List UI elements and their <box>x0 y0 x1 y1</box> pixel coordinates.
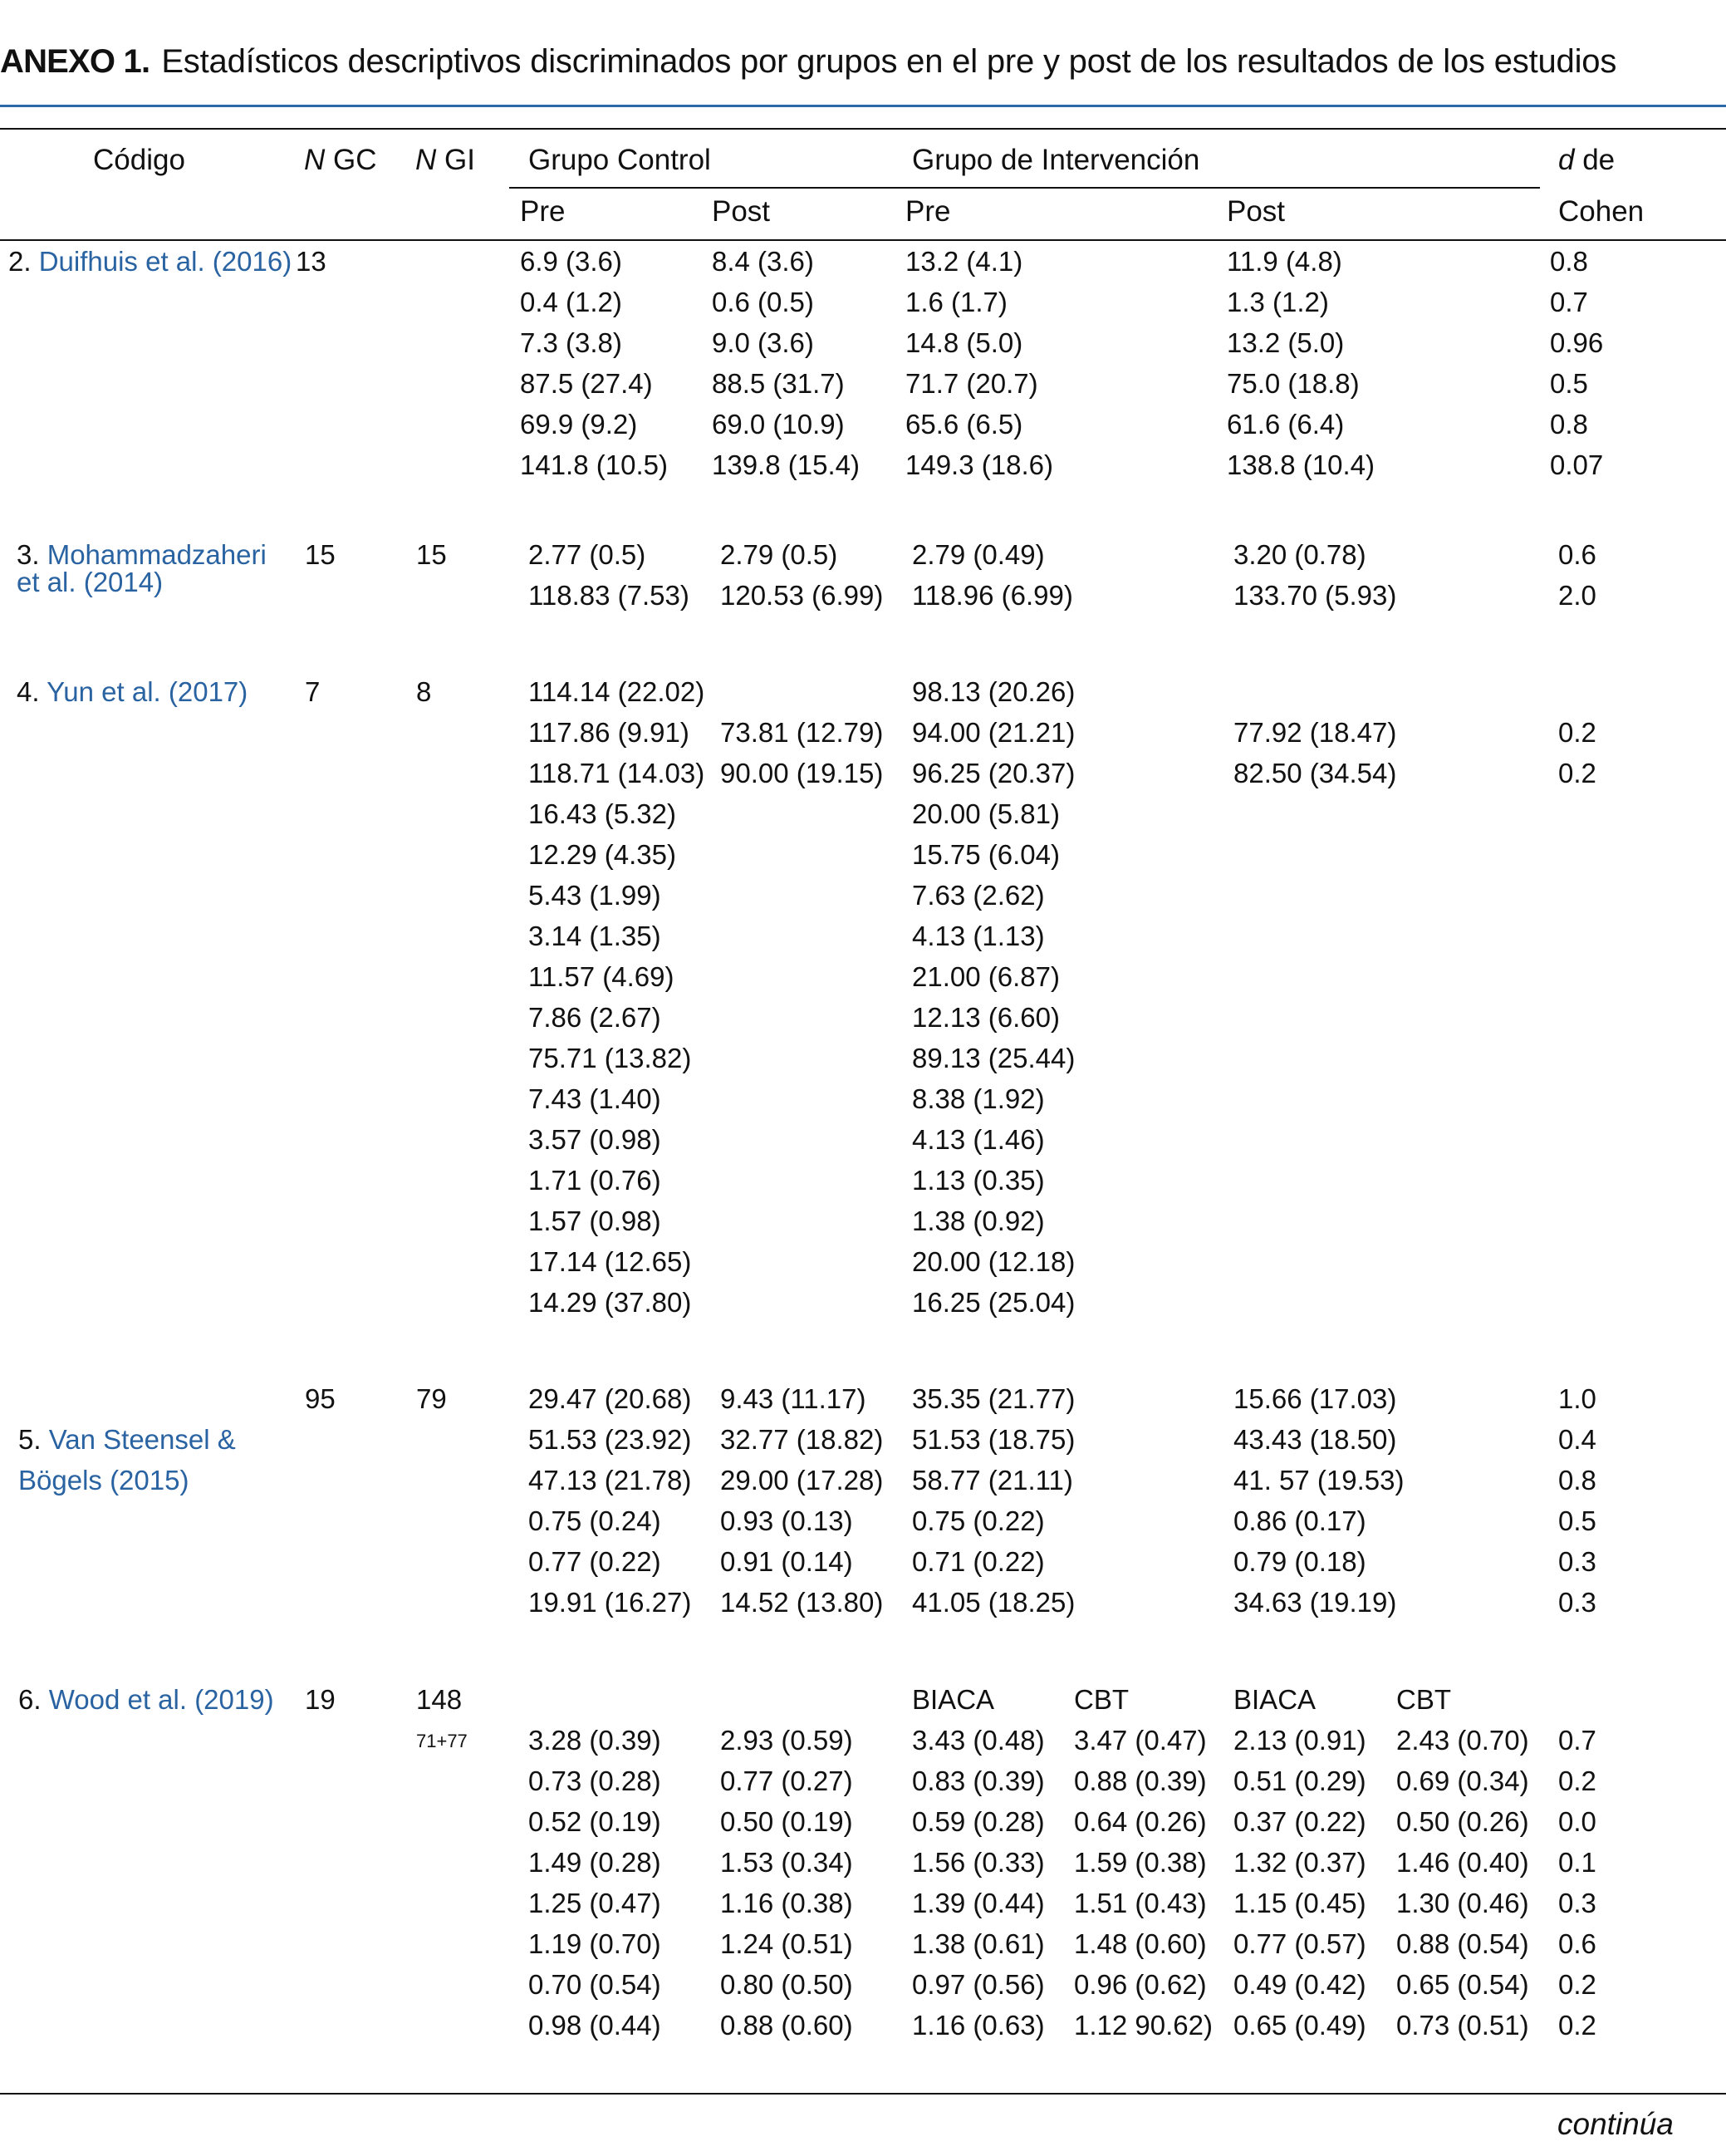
study-3-gc-pre-cell: 2.77 (0.5) <box>528 539 646 570</box>
study-3-code-line2[interactable]: et al. (2014) <box>17 567 164 597</box>
study-5-gi-pre-cell: 58.77 (21.11) <box>912 1465 1073 1495</box>
study-6-sub-gi-pre-biaca: BIACA <box>912 1684 995 1715</box>
header-n-gc: N GC <box>304 144 377 176</box>
study-4-gi-pre-cell: 1.38 (0.92) <box>912 1206 1045 1236</box>
study-6-citation-link[interactable]: Wood et al. (2019) <box>48 1684 274 1715</box>
study-4-gc-pre-cell: 7.86 (2.67) <box>528 1002 661 1033</box>
table-bottom-rule <box>0 2093 1726 2095</box>
study-6-gi-pre-cbt-cell: 1.51 (0.43) <box>1074 1888 1207 1918</box>
study-5-d-cell: 0.5 <box>1558 1505 1596 1536</box>
study-6-gi-post-biaca-cell: 0.77 (0.57) <box>1233 1928 1366 1959</box>
study-2-gi-post-cell: 138.8 (10.4) <box>1227 449 1375 480</box>
study-6-gi-post-biaca-cell: 2.13 (0.91) <box>1233 1725 1366 1756</box>
header-codigo: Código <box>93 144 185 176</box>
study-6-gi-pre-cbt-cell: 3.47 (0.47) <box>1074 1725 1207 1756</box>
study-6-gi-pre-cbt-cell: 0.88 (0.39) <box>1074 1766 1207 1796</box>
header-grupo-intervencion: Grupo de Intervención <box>912 144 1200 176</box>
study-4-gi-post-cell: 77.92 (18.47) <box>1233 717 1397 748</box>
study-6-d-cell: 0.6 <box>1558 1928 1596 1959</box>
study-2-gc-post-cell: 0.6 (0.5) <box>712 287 814 317</box>
study-6-gc-post-cell: 0.50 (0.19) <box>720 1806 853 1837</box>
header-bottom-rule <box>0 239 1726 241</box>
header-gc-post: Post <box>712 195 771 228</box>
study-5-gi-post-cell: 41. 57 (19.53) <box>1233 1465 1405 1495</box>
study-4-gi-pre-cell: 12.13 (6.60) <box>912 1002 1060 1033</box>
study-6-gc-post-cell: 1.24 (0.51) <box>720 1928 853 1959</box>
study-6-n-gc: 19 <box>305 1684 336 1715</box>
study-4-gi-pre-cell: 4.13 (1.46) <box>912 1124 1045 1155</box>
study-6-gi-post-cbt-cell: 1.46 (0.40) <box>1396 1847 1529 1878</box>
study-2-gc-pre-cell: 0.4 (1.2) <box>520 287 622 317</box>
study-6-gc-pre-cell: 1.49 (0.28) <box>528 1847 661 1878</box>
study-3-citation-link[interactable]: Mohammadzaheri <box>47 539 267 570</box>
study-4-gc-pre-cell: 11.57 (4.69) <box>528 961 674 992</box>
study-4-gc-pre-cell: 1.71 (0.76) <box>528 1165 661 1196</box>
study-6-gc-pre-cell: 0.52 (0.19) <box>528 1806 661 1837</box>
study-2-gc-pre-cell: 141.8 (10.5) <box>520 449 668 480</box>
study-5-gc-post-cell: 14.52 (13.80) <box>720 1587 884 1618</box>
study-6-gi-pre-cbt-cell: 1.12 90.62) <box>1074 2010 1213 2041</box>
study-6-d-cell: 0.2 <box>1558 1766 1596 1796</box>
study-4-gc-pre-cell: 117.86 (9.91) <box>528 717 689 748</box>
study-4-gc-pre-cell: 7.43 (1.40) <box>528 1083 661 1114</box>
group-header-rule <box>509 187 1540 189</box>
study-2-d-cell: 0.8 <box>1550 409 1588 440</box>
study-6-gi-post-biaca-cell: 1.32 (0.37) <box>1233 1847 1366 1878</box>
study-2-gi-post-cell: 61.6 (6.4) <box>1227 409 1345 440</box>
study-6-gc-post-cell: 0.80 (0.50) <box>720 1969 853 2000</box>
study-2-gc-post-cell: 8.4 (3.6) <box>712 246 814 277</box>
study-5-d-cell: 0.3 <box>1558 1546 1596 1577</box>
study-6-code: 6. Wood et al. (2019) <box>18 1684 274 1715</box>
table-caption: Estadísticos descriptivos discriminados por grupos en el pre y post de los resultados de los estudios <box>161 43 1617 80</box>
study-4-gi-pre-cell: 7.63 (2.62) <box>912 880 1045 911</box>
study-2-gi-pre-cell: 65.6 (6.5) <box>905 409 1023 440</box>
continua-label: continúa <box>1557 2107 1674 2141</box>
study-6-d-cell: 0.1 <box>1558 1847 1596 1878</box>
study-6-d-cell: 0.0 <box>1558 1806 1596 1837</box>
study-6-n-gi: 148 <box>416 1684 463 1715</box>
study-6-gi-post-cbt-cell: 0.73 (0.51) <box>1396 2010 1529 2041</box>
header-n-gi: N GI <box>415 144 475 176</box>
study-6-gc-post-cell: 1.16 (0.38) <box>720 1888 853 1918</box>
study-4-gi-pre-cell: 96.25 (20.37) <box>912 758 1076 788</box>
study-6-gi-pre-biaca-cell: 0.97 (0.56) <box>912 1969 1045 2000</box>
study-4-gc-pre-cell: 12.29 (4.35) <box>528 839 676 870</box>
study-4-code: 4. Yun et al. (2017) <box>17 676 248 707</box>
study-6-gc-pre-cell: 3.28 (0.39) <box>528 1725 661 1756</box>
study-5-gc-post-cell: 32.77 (18.82) <box>720 1424 884 1455</box>
study-5-gc-pre-cell: 29.47 (20.68) <box>528 1383 692 1414</box>
study-4-gc-pre-cell: 3.57 (0.98) <box>528 1124 661 1155</box>
study-6-gc-post-cell: 2.93 (0.59) <box>720 1725 853 1756</box>
study-2-gi-pre-cell: 1.6 (1.7) <box>905 287 1008 317</box>
study-5-gc-pre-cell: 19.91 (16.27) <box>528 1587 692 1618</box>
study-2-gc-post-cell: 139.8 (15.4) <box>712 449 860 480</box>
study-5-gi-post-cell: 43.43 (18.50) <box>1233 1424 1397 1455</box>
study-4-gi-pre-cell: 98.13 (20.26) <box>912 676 1076 707</box>
study-6-gi-post-cbt-cell: 0.50 (0.26) <box>1396 1806 1529 1837</box>
study-5-gi-post-cell: 34.63 (19.19) <box>1233 1587 1397 1618</box>
study-6-gc-pre-cell: 0.98 (0.44) <box>528 2010 661 2041</box>
study-2-d-cell: 0.5 <box>1550 368 1588 399</box>
header-d-cohen: d de <box>1558 144 1616 176</box>
study-3-d-cell: 0.6 <box>1558 539 1596 570</box>
study-6-gi-pre-biaca-cell: 0.59 (0.28) <box>912 1806 1045 1837</box>
study-5-gi-post-cell: 15.66 (17.03) <box>1233 1383 1397 1414</box>
study-6-gi-post-cbt-cell: 0.88 (0.54) <box>1396 1928 1529 1959</box>
study-6-gi-pre-biaca-cell: 3.43 (0.48) <box>912 1725 1045 1756</box>
study-5-code: 5. Van Steensel & <box>18 1424 236 1455</box>
study-4-gc-post-cell: 73.81 (12.79) <box>720 717 884 748</box>
study-2-gc-post-cell: 69.0 (10.9) <box>712 409 845 440</box>
study-5-code-line2[interactable]: Bögels (2015) <box>18 1465 189 1495</box>
study-2-citation-link[interactable]: Duifhuis et al. (2016) <box>38 246 292 277</box>
study-6-d-cell: 0.3 <box>1558 1888 1596 1918</box>
study-6-gi-post-cbt-cell: 2.43 (0.70) <box>1396 1725 1529 1756</box>
study-2-gi-pre-cell: 14.8 (5.0) <box>905 327 1023 358</box>
study-4-n-gi: 8 <box>416 676 432 707</box>
study-6-gi-pre-cbt-cell: 0.96 (0.62) <box>1074 1969 1207 2000</box>
table-label: ANEXO 1. <box>0 43 150 80</box>
study-5-d-cell: 0.4 <box>1558 1424 1596 1455</box>
study-4-d-cell: 0.2 <box>1558 758 1596 788</box>
study-6-gi-pre-biaca-cell: 1.16 (0.63) <box>912 2010 1045 2041</box>
study-4-gc-pre-cell: 1.57 (0.98) <box>528 1206 661 1236</box>
study-5-d-cell: 1.0 <box>1558 1383 1596 1414</box>
study-6-gi-pre-cbt-cell: 0.64 (0.26) <box>1074 1806 1207 1837</box>
study-2-d-cell: 0.07 <box>1550 449 1604 480</box>
study-6-gi-post-biaca-cell: 0.51 (0.29) <box>1233 1766 1366 1796</box>
study-4-gi-pre-cell: 89.13 (25.44) <box>912 1043 1076 1073</box>
study-5-gc-post-cell: 0.93 (0.13) <box>720 1505 853 1536</box>
study-5-gi-pre-cell: 41.05 (18.25) <box>912 1587 1076 1618</box>
study-4-gc-post-cell: 90.00 (19.15) <box>720 758 884 788</box>
study-6-gi-post-cbt-cell: 0.65 (0.54) <box>1396 1969 1529 2000</box>
study-6-d-cell: 0.7 <box>1558 1725 1596 1756</box>
study-4-gc-pre-cell: 118.71 (14.03) <box>528 758 705 788</box>
study-6-d-cell: 0.2 <box>1558 1969 1596 2000</box>
study-4-gc-pre-cell: 14.29 (37.80) <box>528 1287 692 1318</box>
study-2-gc-pre-cell: 7.3 (3.8) <box>520 327 622 358</box>
header-cohen: Cohen <box>1558 195 1645 228</box>
title-rule <box>0 105 1726 107</box>
study-6-sub-gi-pre-cbt: CBT <box>1074 1684 1129 1715</box>
header-gc-pre: Pre <box>520 195 566 228</box>
study-5-gc-pre-cell: 0.77 (0.22) <box>528 1546 661 1577</box>
study-2-gi-post-cell: 11.9 (4.8) <box>1227 246 1342 277</box>
study-6-sub-gi-post-biaca: BIACA <box>1233 1684 1317 1715</box>
study-5-gc-pre-cell: 0.75 (0.24) <box>528 1505 661 1536</box>
study-6-gc-post-cell: 1.53 (0.34) <box>720 1847 853 1878</box>
study-6-gc-pre-cell: 0.70 (0.54) <box>528 1969 661 2000</box>
study-2-gc-pre-cell: 69.9 (9.2) <box>520 409 638 440</box>
study-6-d-cell: 0.2 <box>1558 2010 1596 2041</box>
study-6-gc-pre-cell: 1.19 (0.70) <box>528 1928 661 1959</box>
study-4-gc-pre-cell: 3.14 (1.35) <box>528 921 661 951</box>
study-4-gi-pre-cell: 94.00 (21.21) <box>912 717 1076 748</box>
study-5-gc-pre-cell: 47.13 (21.78) <box>528 1465 692 1495</box>
study-4-gi-pre-cell: 8.38 (1.92) <box>912 1083 1045 1114</box>
study-5-gi-pre-cell: 0.71 (0.22) <box>912 1546 1045 1577</box>
study-5-gc-post-cell: 0.91 (0.14) <box>720 1546 853 1577</box>
study-4-gc-pre-cell: 5.43 (1.99) <box>528 880 661 911</box>
study-4-gc-pre-cell: 17.14 (12.65) <box>528 1246 692 1277</box>
study-5-gi-pre-cell: 35.35 (21.77) <box>912 1383 1076 1414</box>
study-2-gi-post-cell: 13.2 (5.0) <box>1227 327 1345 358</box>
header-gi-pre: Pre <box>905 195 951 228</box>
study-6-gc-pre-cell: 1.25 (0.47) <box>528 1888 661 1918</box>
study-4-gc-pre-cell: 75.71 (13.82) <box>528 1043 692 1073</box>
study-6-gi-post-biaca-cell: 0.37 (0.22) <box>1233 1806 1366 1837</box>
study-5-gi-post-cell: 0.86 (0.17) <box>1233 1505 1366 1536</box>
study-4-gi-pre-cell: 16.25 (25.04) <box>912 1287 1076 1318</box>
study-6-gi-post-cbt-cell: 0.69 (0.34) <box>1396 1766 1529 1796</box>
study-2-d-cell: 0.8 <box>1550 246 1588 277</box>
study-5-d-cell: 0.8 <box>1558 1465 1596 1495</box>
study-2-gi-pre-cell: 13.2 (4.1) <box>905 246 1023 277</box>
study-5-gc-post-cell: 29.00 (17.28) <box>720 1465 884 1495</box>
study-4-gi-pre-cell: 21.00 (6.87) <box>912 961 1060 992</box>
study-2-code: 2. Duifhuis et al. (2016) <box>8 246 292 277</box>
study-6-gi-pre-cbt-cell: 1.59 (0.38) <box>1074 1847 1207 1878</box>
study-4-gc-pre-cell: 16.43 (5.32) <box>528 798 676 829</box>
study-4-gi-pre-cell: 20.00 (12.18) <box>912 1246 1076 1277</box>
study-3-gc-post-cell: 120.53 (6.99) <box>720 580 884 611</box>
study-5-gc-post-cell: 9.43 (11.17) <box>720 1383 866 1414</box>
study-3-n-gc: 15 <box>305 539 336 570</box>
study-3-gi-post-cell: 133.70 (5.93) <box>1233 580 1397 611</box>
study-2-gc-pre-cell: 6.9 (3.6) <box>520 246 622 277</box>
study-5-gi-pre-cell: 0.75 (0.22) <box>912 1505 1045 1536</box>
study-2-d-cell: 0.7 <box>1550 287 1588 317</box>
study-3-gc-post-cell: 2.79 (0.5) <box>720 539 838 570</box>
study-6-gc-pre-cell: 0.73 (0.28) <box>528 1766 661 1796</box>
study-3-gi-pre-cell: 2.79 (0.49) <box>912 539 1045 570</box>
study-6-gi-pre-biaca-cell: 1.56 (0.33) <box>912 1847 1045 1878</box>
study-4-citation-link[interactable]: Yun et al. (2017) <box>47 676 248 707</box>
study-4-gi-pre-cell: 20.00 (5.81) <box>912 798 1060 829</box>
study-4-gi-pre-cell: 1.13 (0.35) <box>912 1165 1045 1196</box>
study-6-n-gi-split: 71+77 <box>416 1731 468 1751</box>
study-5-n-gc: 95 <box>305 1383 336 1414</box>
study-2-gi-pre-cell: 71.7 (20.7) <box>905 368 1038 399</box>
study-5-gc-pre-cell: 51.53 (23.92) <box>528 1424 692 1455</box>
study-2-gc-pre-cell: 87.5 (27.4) <box>520 368 653 399</box>
study-6-gi-post-biaca-cell: 1.15 (0.45) <box>1233 1888 1366 1918</box>
study-3-code: 3. Mohammadzaheri <box>17 539 267 570</box>
study-3-d-cell: 2.0 <box>1558 580 1596 611</box>
study-6-gi-pre-biaca-cell: 0.83 (0.39) <box>912 1766 1045 1796</box>
study-3-n-gi: 15 <box>416 539 447 570</box>
study-3-gi-post-cell: 3.20 (0.78) <box>1233 539 1366 570</box>
study-5-gi-pre-cell: 51.53 (18.75) <box>912 1424 1076 1455</box>
study-2-n-gc: 13 <box>296 246 326 277</box>
study-3-gi-pre-cell: 118.96 (6.99) <box>912 580 1073 611</box>
study-4-gi-post-cell: 82.50 (34.54) <box>1233 758 1397 788</box>
study-6-gi-post-biaca-cell: 0.65 (0.49) <box>1233 2010 1366 2041</box>
study-2-gi-post-cell: 1.3 (1.2) <box>1227 287 1329 317</box>
study-2-d-cell: 0.96 <box>1550 327 1604 358</box>
study-2-gc-post-cell: 9.0 (3.6) <box>712 327 814 358</box>
study-5-d-cell: 0.3 <box>1558 1587 1596 1618</box>
study-6-gi-post-cbt-cell: 1.30 (0.46) <box>1396 1888 1529 1918</box>
header-grupo-control: Grupo Control <box>528 144 711 176</box>
study-6-gc-post-cell: 0.77 (0.27) <box>720 1766 853 1796</box>
study-4-d-cell: 0.2 <box>1558 717 1596 748</box>
study-4-gi-pre-cell: 4.13 (1.13) <box>912 921 1045 951</box>
study-2-gi-post-cell: 75.0 (18.8) <box>1227 368 1360 399</box>
study-2-gi-pre-cell: 149.3 (18.6) <box>905 449 1053 480</box>
study-5-gi-post-cell: 0.79 (0.18) <box>1233 1546 1366 1577</box>
study-4-gc-pre-cell: 114.14 (22.02) <box>528 676 705 707</box>
study-6-gi-post-biaca-cell: 0.49 (0.42) <box>1233 1969 1366 2000</box>
study-6-gi-pre-biaca-cell: 1.39 (0.44) <box>912 1888 1045 1918</box>
study-6-gi-pre-biaca-cell: 1.38 (0.61) <box>912 1928 1045 1959</box>
study-3-gc-pre-cell: 118.83 (7.53) <box>528 580 689 611</box>
study-5-citation-link[interactable]: Van Steensel & <box>48 1424 236 1455</box>
header-gi-post: Post <box>1227 195 1286 228</box>
study-6-sub-gi-post-cbt: CBT <box>1396 1684 1451 1715</box>
study-2-gc-post-cell: 88.5 (31.7) <box>712 368 845 399</box>
table-title <box>0 43 1616 81</box>
study-6-gi-pre-cbt-cell: 1.48 (0.60) <box>1074 1928 1207 1959</box>
study-4-n-gc: 7 <box>305 676 321 707</box>
table-top-rule <box>0 128 1726 130</box>
study-6-gc-post-cell: 0.88 (0.60) <box>720 2010 853 2041</box>
study-4-gi-pre-cell: 15.75 (6.04) <box>912 839 1060 870</box>
study-5-n-gi: 79 <box>416 1383 447 1414</box>
